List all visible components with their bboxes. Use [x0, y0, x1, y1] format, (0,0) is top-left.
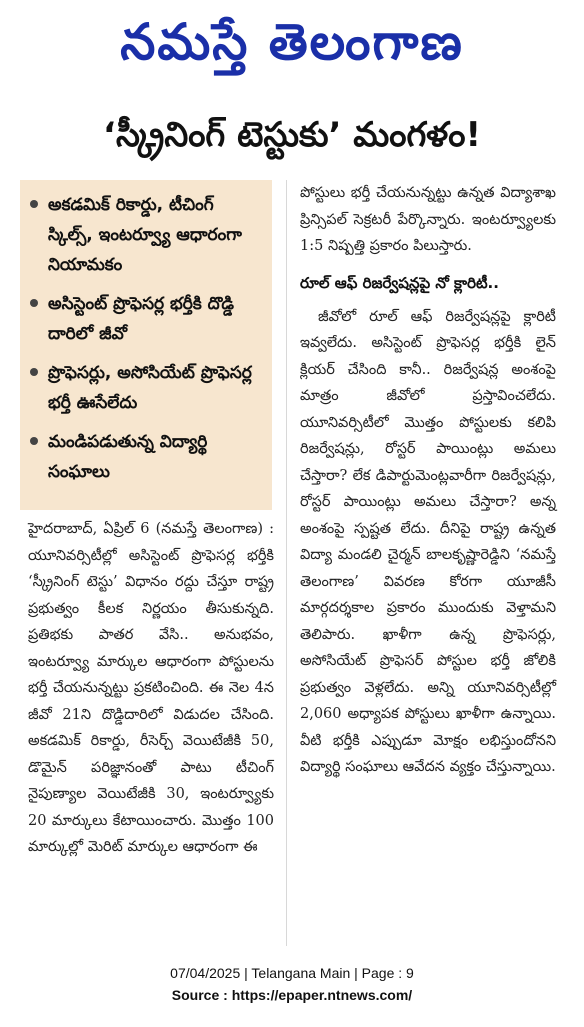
- section-subheading: రూల్ ఆఫ్ రిజర్వేషన్లపై నో క్లారిటీ..: [300, 273, 499, 292]
- highlight-item: [30, 289, 264, 349]
- highlight-text: ప్రొఫెసర్లు, అసోసియేట్ ప్రొఫెసర్ల భర్తీ ఊసేలేదు: [48, 363, 252, 413]
- page-footer: [0, 962, 584, 1006]
- highlight-text: అకడమిక్ రికార్డు, టీచింగ్ స్కిల్స్, ఇంటర్వ్యూ ఆధారంగా నియామకం: [48, 195, 242, 275]
- article-body-right: [300, 180, 556, 781]
- article-body-left: [28, 516, 274, 861]
- bullet-icon: [30, 437, 38, 445]
- body-paragraph: జీవోలో రూల్ ఆఫ్ రిజర్వేషన్లపై క్లారిటీ ఇవ్వలేదు. అసిస్టెంట్ ప్రొఫెసర్ల భర్తీకి లైన్ క్లియర్ చేసింది కానీ.. రిజర్వేషన్ల అంశంపై మాత్రం జీవోలో ప్రస్తావించలేదు. యూనివర్సిటీలో మొత్తం పోస్టులకు కలిపి రిజర్వేషన్లు, రోస్టర్ పాయింట్లు అమలు చేస్తారా? లేక డిపార్టుమెంట్లవారీగా రిజర్వేషన్లు, రోస్టర్ పాయింట్లు అమలు చేస్తారా? అన్న అంశంపై స్పష్టత లేదు. దీనిపై రాష్ట్ర ఉన్నత విద్యా మండలి చైర్మన్ బాలకృష్ణారెడ్డిని ‘నమస్తే తెలంగాణ’ వివరణ కోరగా యూజీసీ మార్గదర్శకాల ప్రకారం ముందుకు వెళ్తామని తెలిపారు. ఖాళీగా ఉన్న ప్రొఫెసర్లు, అసోసియేట్ ప్రొఫెసర్ పోస్టుల భర్తీ జోలికి ప్రభుత్వం వెళ్లలేదు. అన్ని యూనివర్సిటీల్లో 2,060 అధ్యాపక పోస్టులు ఖాళీగా ఉన్నాయి. వీటి భర్తీకి ఎప్పుడూ మోక్షం లభిస్తుందోనని విద్యార్థి సంఘాలు ఆవేదన వ్యక్తం చేస్తున్నాయి.: [300, 308, 556, 775]
- masthead-title: నమస్తే తెలంగాణ: [120, 13, 464, 71]
- highlight-text: మండిపడుతున్న విద్యార్థి సంఘాలు: [48, 432, 208, 482]
- edition-info: 07/04/2025 | Telangana Main | Page : 9: [170, 965, 414, 981]
- body-paragraph: పోస్టులు భర్తీ చేయనున్నట్టు ఉన్నత విద్యాశాఖ ప్రిన్సిపల్ సెక్రటరీ పేర్కొన్నారు. ఇంటర్వ్యూలకు 1:5 నిష్పత్తి ప్రకారం పిలుస్తారు.: [300, 185, 556, 254]
- highlight-item: [30, 427, 264, 487]
- highlight-item: [30, 358, 264, 418]
- bullet-icon: [30, 368, 38, 376]
- bullet-icon: [30, 200, 38, 208]
- highlight-text: అసిస్టెంట్ ప్రొఫెసర్ల భర్తీకి దొడ్డి దారిలో జీవో: [48, 294, 234, 344]
- source-link[interactable]: Source : https://epaper.ntnews.com/: [171, 987, 413, 1003]
- body-paragraph: హైదరాబాద్, ఏప్రిల్ 6 (నమస్తే తెలంగాణ) : యూనివర్సిటీల్లో అసిస్టెంట్ ప్రొఫెసర్ల భర్తీకి ‘స్క్రీనింగ్ టెస్టు’ విధానం రద్దు చేస్తూ రాష్ట్ర ప్రభుత్వం కీలక నిర్ణయం తీసుకున్నది. ప్రతిభకు పాతర వేసి.. అనుభవం, ఇంటర్వ్యూ మార్కుల ఆధారంగా పోస్టులను భర్తీ చేయనున్నట్టు ప్రకటించింది. ఈ నెల 4న జీవో 21ని దొడ్డిదారిలో విడుదల చేసింది. అకడమిక్ రికార్డు, రీసెర్చ్ వెయిటేజీకి 50, డొమైన్ పరిజ్ఞానంతో పాటు టీచింగ్ నైపుణ్యాల వెయిటేజీకి 30, ఇంటర్వ్యూకు 20 మార్కులు కేటాయించారు. మొత్తం 100 మార్కుల్లో మెరిట్ మార్కుల ఆధారంగా ఈ: [28, 521, 274, 855]
- article-headline: ‘స్క్రీనింగ్ టెస్టుకు’ మంగళం!: [103, 115, 481, 155]
- highlight-item: [30, 190, 264, 280]
- bullet-icon: [30, 299, 38, 307]
- highlights-box: [20, 180, 272, 510]
- column-divider: [286, 180, 287, 946]
